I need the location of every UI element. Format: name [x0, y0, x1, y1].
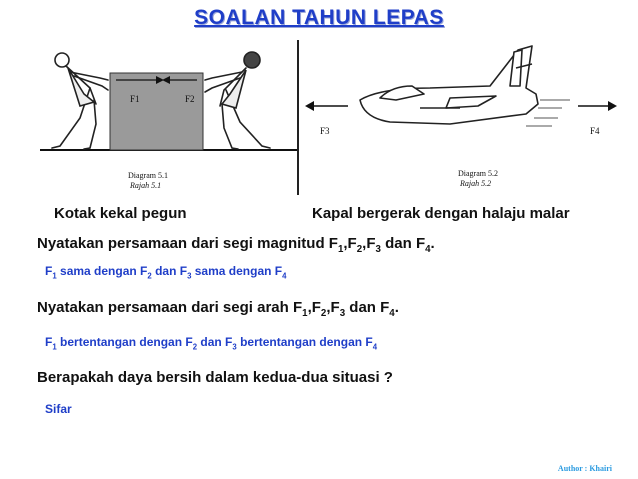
force-f2-label: F2 — [185, 94, 195, 104]
diagram1-caption-en: Diagram 5.1 — [128, 171, 168, 180]
diagram2-label: Kapal bergerak dengan halaju malar — [312, 205, 570, 222]
diagram1-caption-ms: Rajah 5.1 — [130, 181, 162, 190]
person-left-icon — [52, 53, 108, 149]
answer-net-force: Sifar — [45, 402, 72, 416]
diagram2-caption-en: Diagram 5.2 — [458, 169, 498, 178]
force-f3-label: F3 — [320, 126, 330, 136]
diagram-divider — [297, 40, 299, 195]
question-net-force: Berapakah daya bersih dalam kedua-dua situasi ? — [37, 369, 393, 386]
slide-title: SOALAN TAHUN LEPAS — [194, 6, 444, 29]
force-f4-label: F4 — [590, 126, 600, 136]
diagram-box-pushing — [40, 38, 302, 198]
person-right-icon — [205, 52, 270, 149]
diagram1-label: Kotak kekal pegun — [54, 205, 187, 222]
force-f1-label: F1 — [130, 94, 140, 104]
diagram-airplane — [300, 38, 620, 198]
question-direction: Nyatakan persamaan dari segi arah $F_1,F_2,F_3$ dan $F_4$. — [37, 299, 399, 319]
diagram2-caption-ms: Rajah 5.2 — [460, 179, 492, 188]
box — [110, 73, 203, 150]
author-credit: Author : Khairi — [557, 464, 612, 473]
airplane-icon — [360, 46, 538, 124]
question-magnitude: Nyatakan persamaan dari segi magnitud $F_1,F_2,F_3$ dan $F_4$. — [37, 235, 435, 255]
answer-magnitude: $F_1$ sama dengan $F_2$ dan $F_3$ sama dengan $F_4$ — [45, 264, 287, 281]
answer-direction: $F_1$ bertentangan dengan $F_2$ dan $F_3$ bertentangan dengan $F_4$ — [45, 335, 378, 352]
